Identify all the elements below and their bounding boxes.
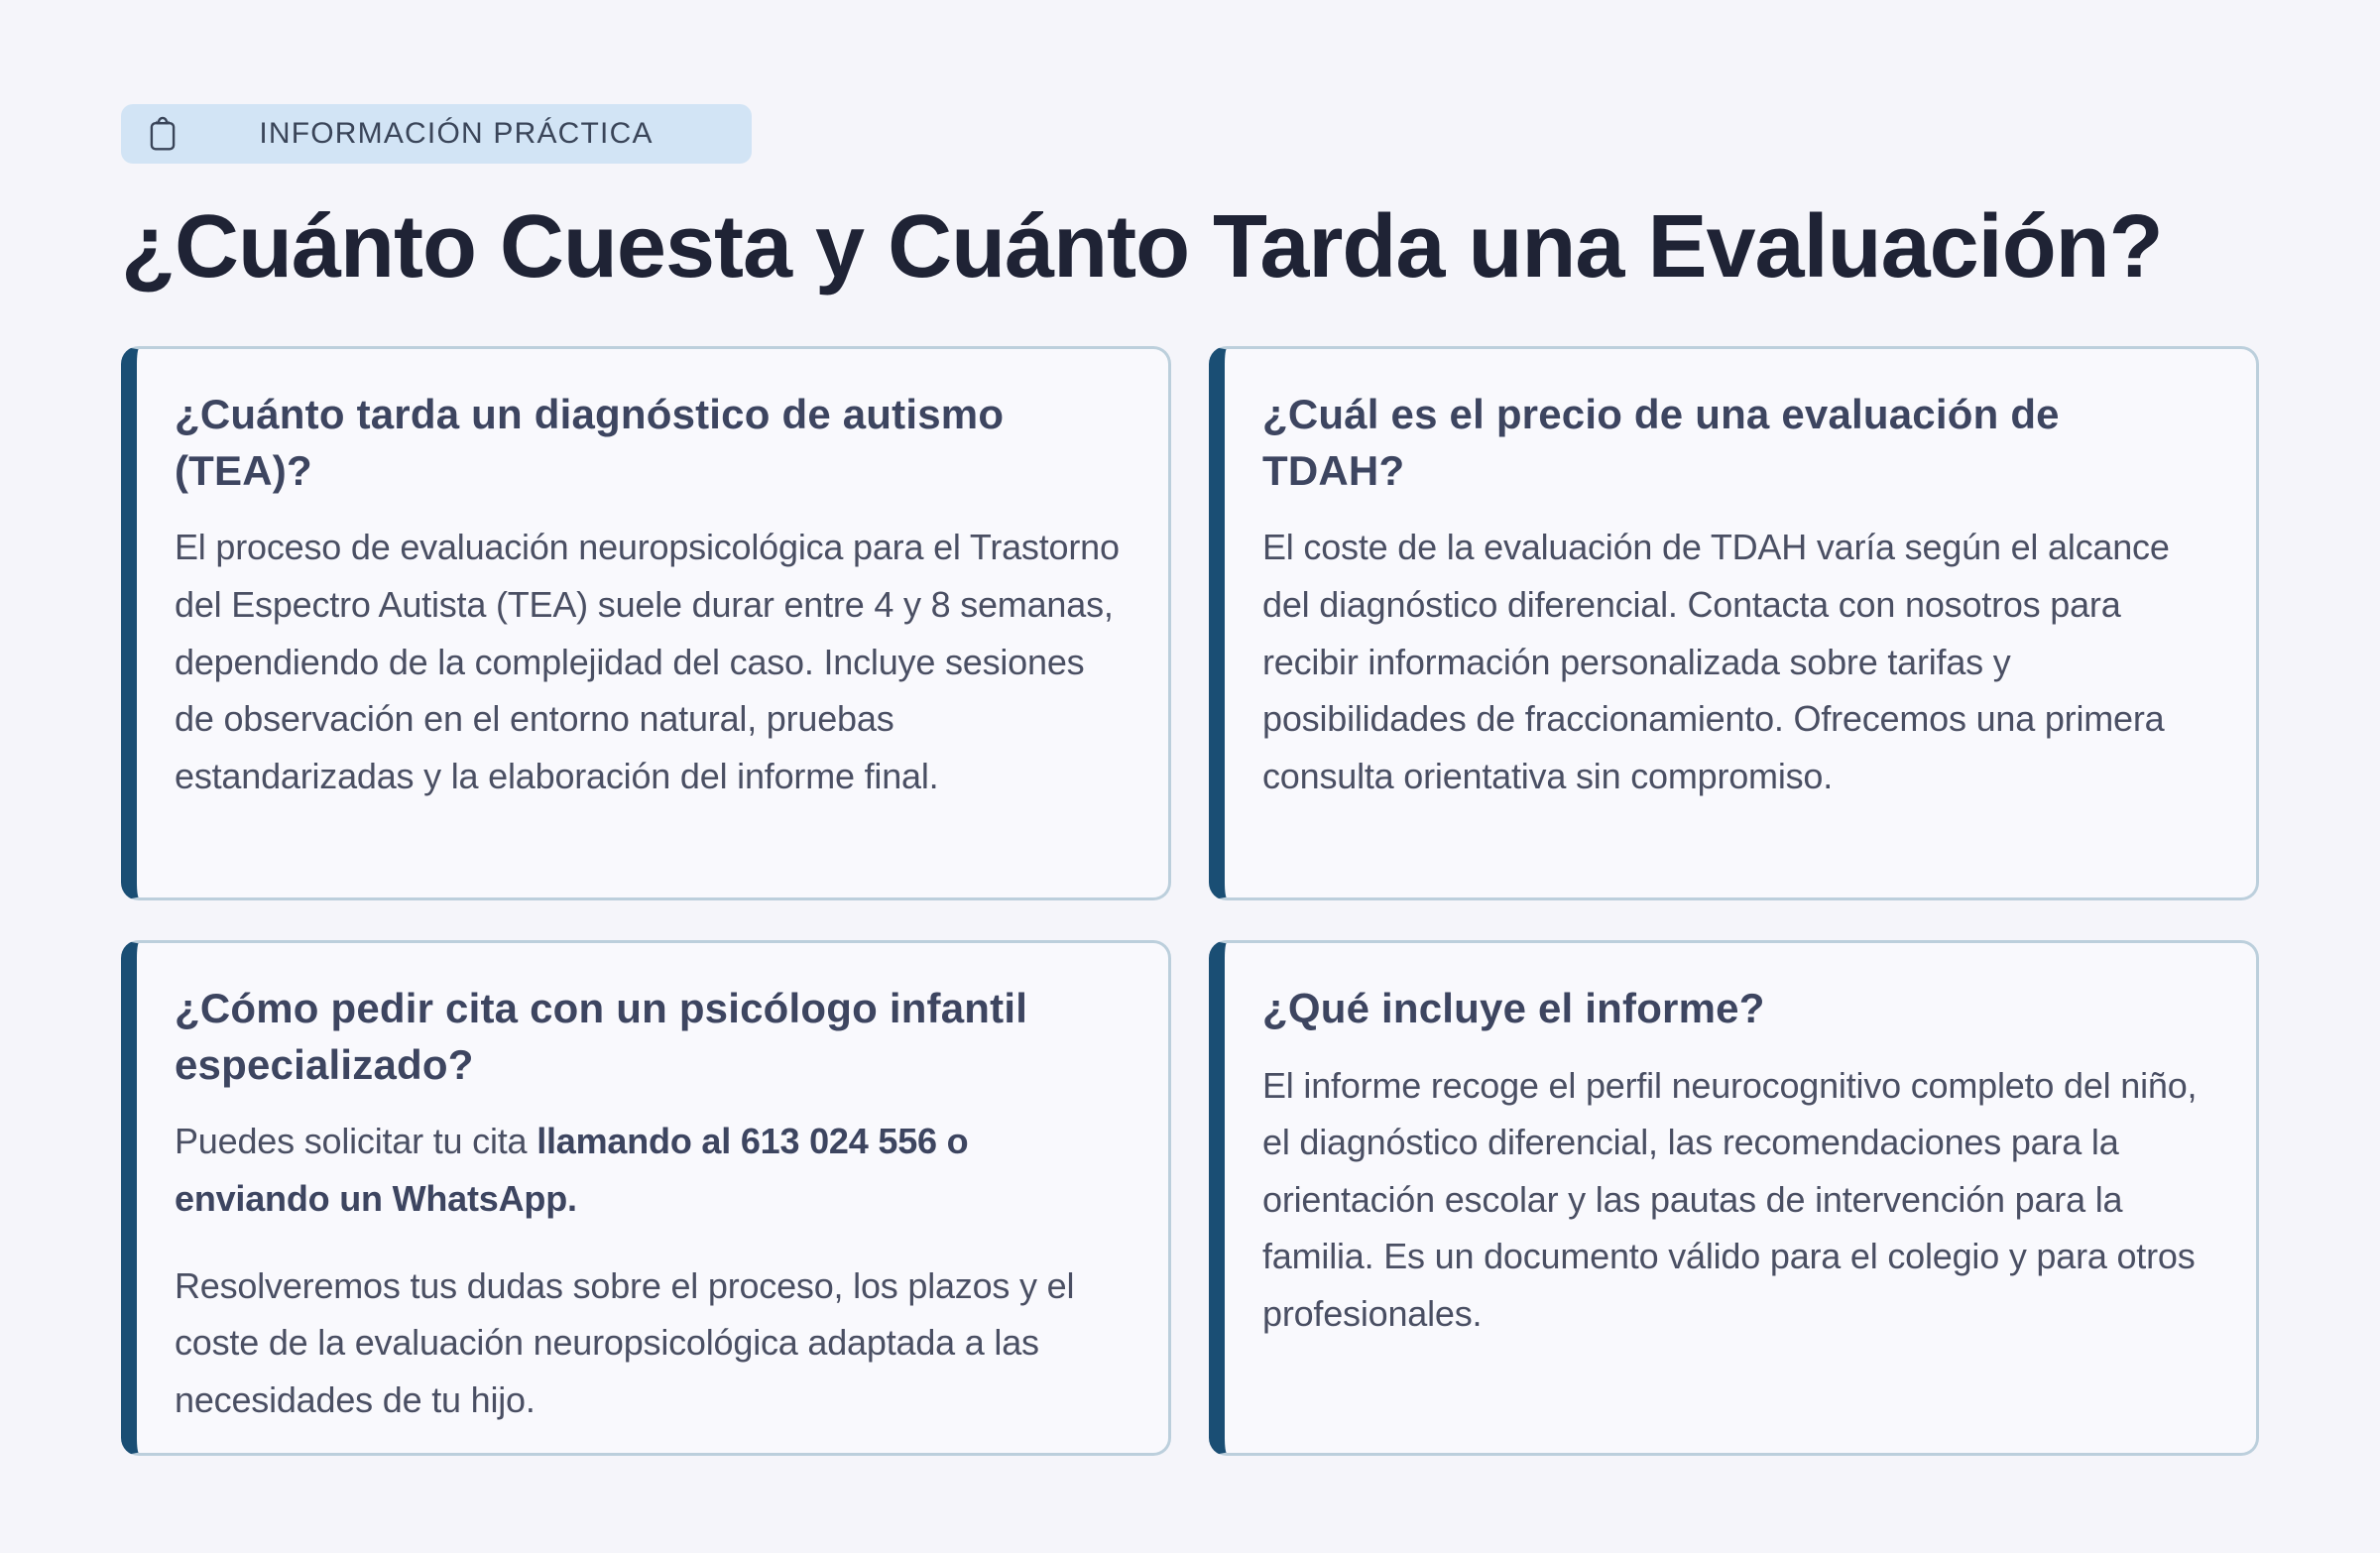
faq-card-informe bbox=[1209, 940, 2259, 1456]
faq-card-pedir-cita bbox=[121, 940, 1171, 1456]
faq-card-title: ¿Qué incluye el informe? bbox=[1262, 985, 1765, 1031]
faq-card-body: Resolveremos tus dudas sobre el proceso, los plazos y el coste de la evaluación neuropsicológica adaptada a las necesidades de tu hijo. bbox=[175, 1264, 1075, 1420]
faq-card-intro-text: Puedes solicitar tu cita bbox=[175, 1121, 537, 1162]
section-badge bbox=[121, 104, 752, 164]
faq-card-body: El informe recoge el perfil neurocognitivo completo del niño, el diagnóstico diferencial, las recomendaciones para la orientación escolar y las pautas de intervención para la familia. Es un documento válido para el colegio y para otros profesionales. bbox=[1262, 1064, 2198, 1335]
faq-cards-grid bbox=[121, 346, 2259, 1456]
page-title: ¿Cuánto Cuesta y Cuánto Tarda una Evaluación? bbox=[121, 197, 2163, 297]
phone-contact-text: llamando al 613 024 556 o enviando un WhatsApp. bbox=[175, 1121, 969, 1219]
section-badge-label: INFORMACIÓN PRÁCTICA bbox=[259, 117, 654, 150]
faq-card-intro bbox=[175, 1113, 1121, 1227]
faq-card-body: El coste de la evaluación de TDAH varía según el alcance del diagnóstico diferencial. Contacta con nosotros para recibir información personalizada sobre tarifas y posibilidades de fraccionamiento. Ofrecemos una primera consulta orientativa sin compromiso. bbox=[1262, 527, 2170, 796]
faq-card-title: ¿Cuál es el precio de una evaluación de TDAH? bbox=[1262, 391, 2060, 494]
faq-card-title: ¿Cómo pedir cita con un psicólogo infantil especializado? bbox=[175, 985, 1028, 1088]
faq-card-precio-tdah bbox=[1209, 346, 2259, 900]
clipboard-icon bbox=[145, 114, 180, 154]
faq-card-duracion-tea bbox=[121, 346, 1171, 900]
faq-card-title: ¿Cuánto tarda un diagnóstico de autismo (TEA)? bbox=[175, 391, 1005, 494]
faq-card-body: El proceso de evaluación neuropsicológica para el Trastorno del Espectro Autista (TEA) suele durar entre 4 y 8 semanas, dependiendo de la complejidad del caso. Incluye sesiones de observación en el entorno natural, pruebas estandarizadas y la elaboración del informe final. bbox=[175, 527, 1120, 796]
